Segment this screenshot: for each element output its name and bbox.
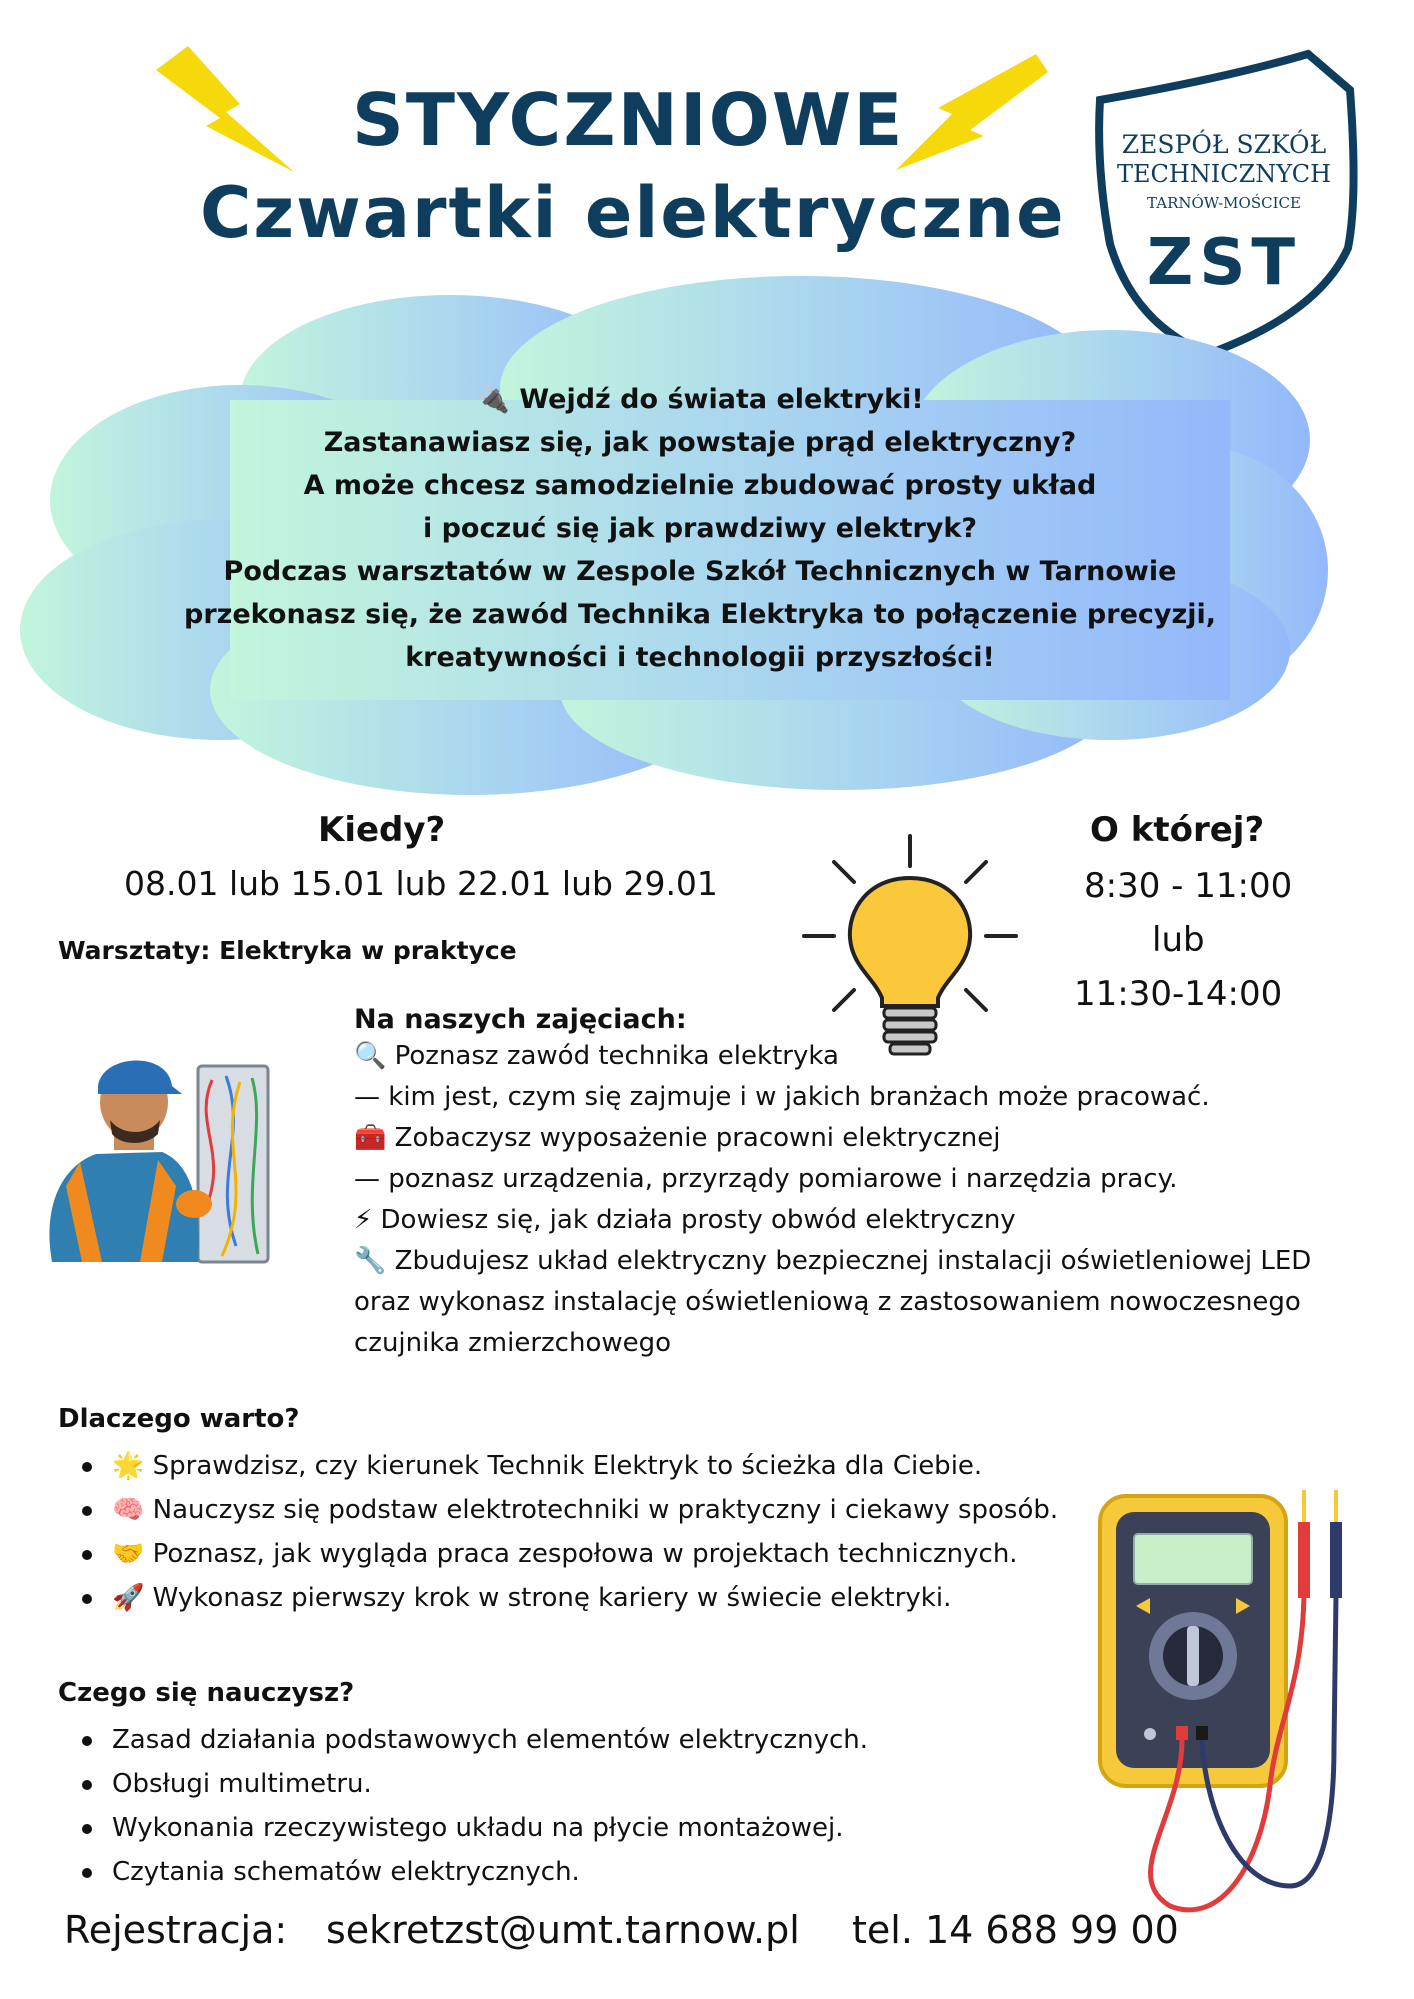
intro-line: Zastanawiasz się, jak powstaje prąd elektryczny?	[323, 427, 1077, 458]
lightning-bolt-icon	[886, 44, 1056, 174]
registration-email[interactable]: sekretzst@umt.tarnow.pl	[326, 1908, 800, 1952]
list-item: 🧠 Nauczysz się podstaw elektrotechniki w praktyczny i ciekawy sposób.	[80, 1488, 1058, 1532]
list-item: 🧰 Zobaczysz wyposażenie pracowni elektrycznej	[354, 1123, 1001, 1153]
intro-text	[130, 378, 1270, 679]
intro-line: przekonasz się, że zawód Technika Elektryka to połączenie precyzji,	[184, 599, 1216, 630]
intro-line: kreatywności i technologii przyszłości!	[405, 642, 995, 673]
list-item: — kim jest, czym się zajmuje i w jakich branżach może pracować.	[354, 1082, 1210, 1112]
logo-line3: TARNÓW-MOŚCICE	[1147, 194, 1301, 212]
lightning-bolt-icon	[148, 42, 308, 182]
logo-mark: ZST	[1146, 226, 1302, 300]
why-heading: Dlaczego warto?	[58, 1404, 300, 1434]
workshop-label: Warsztaty: Elektryka w praktyce	[58, 936, 517, 965]
list-item: 🔧 Zbudujesz układ elektryczny bezpiecznej instalacji oświetleniowej LED	[354, 1246, 1312, 1276]
list-item: oraz wykonasz instalację oświetleniową z zastosowaniem nowoczesnego	[354, 1287, 1301, 1317]
registration-phone[interactable]: tel. 14 688 99 00	[852, 1908, 1179, 1952]
when-heading: Kiedy?	[318, 810, 446, 850]
logo-line1: ZESPÓŁ SZKÓŁ	[1121, 130, 1327, 159]
list-item: Obsługi multimetru.	[80, 1762, 868, 1806]
time-slot1: 8:30 - 11:00	[1084, 866, 1293, 906]
list-item: Zasad działania podstawowych elementów elektrycznych.	[80, 1718, 868, 1762]
list-item: 🔍 Poznasz zawód technika elektryka	[354, 1041, 839, 1071]
intro-line: 🔌 Wejdź do świata elektryki!	[476, 384, 924, 415]
learn-heading: Czego się nauczysz?	[58, 1678, 355, 1708]
electrician-illustration	[22, 1036, 292, 1286]
registration-label: Rejestracja:	[64, 1908, 288, 1952]
list-item: — poznasz urządzenia, przyrządy pomiarowe i narzędzia pracy.	[354, 1164, 1178, 1194]
why-list	[80, 1444, 1058, 1620]
list-item: 🚀 Wykonasz pierwszy krok w stronę kariery w świecie elektryki.	[80, 1576, 1058, 1620]
classes-list	[354, 1036, 1311, 1364]
time-heading: O której?	[1090, 810, 1265, 850]
list-item: czujnika zmierzchowego	[354, 1328, 672, 1358]
list-item: 🤝 Poznasz, jak wygląda praca zespołowa w projektach technicznych.	[80, 1532, 1058, 1576]
list-item: Czytania schematów elektrycznych.	[80, 1850, 868, 1894]
classes-heading: Na naszych zajęciach:	[354, 1004, 687, 1035]
page-title-line2: Czwartki elektryczne	[200, 172, 1066, 254]
intro-line: i poczuć się jak prawdziwy elektryk?	[422, 513, 978, 544]
intro-line: A może chcesz samodzielnie zbudować prosty układ	[303, 470, 1097, 501]
time-slot2: 11:30-14:00	[1074, 974, 1283, 1014]
list-item: ⚡ Dowiesz się, jak działa prosty obwód elektryczny	[354, 1205, 1016, 1235]
learn-list	[80, 1718, 868, 1894]
intro-line: Podczas warsztatów w Zespole Szkół Technicznych w Tarnowie	[223, 556, 1177, 587]
when-dates: 08.01 lub 15.01 lub 22.01 lub 29.01	[124, 864, 718, 903]
list-item: Wykonania rzeczywistego układu na płycie montażowej.	[80, 1806, 868, 1850]
multimeter-icon	[1090, 1486, 1360, 1926]
logo-line2: TECHNICZNYCH	[1116, 160, 1332, 188]
time-or: lub	[1152, 920, 1205, 960]
list-item: 🌟 Sprawdzisz, czy kierunek Technik Elektryk to ścieżka dla Ciebie.	[80, 1444, 1058, 1488]
light-bulb-icon	[796, 826, 1024, 1066]
page-title-line1: STYCZNIOWE	[352, 78, 905, 162]
